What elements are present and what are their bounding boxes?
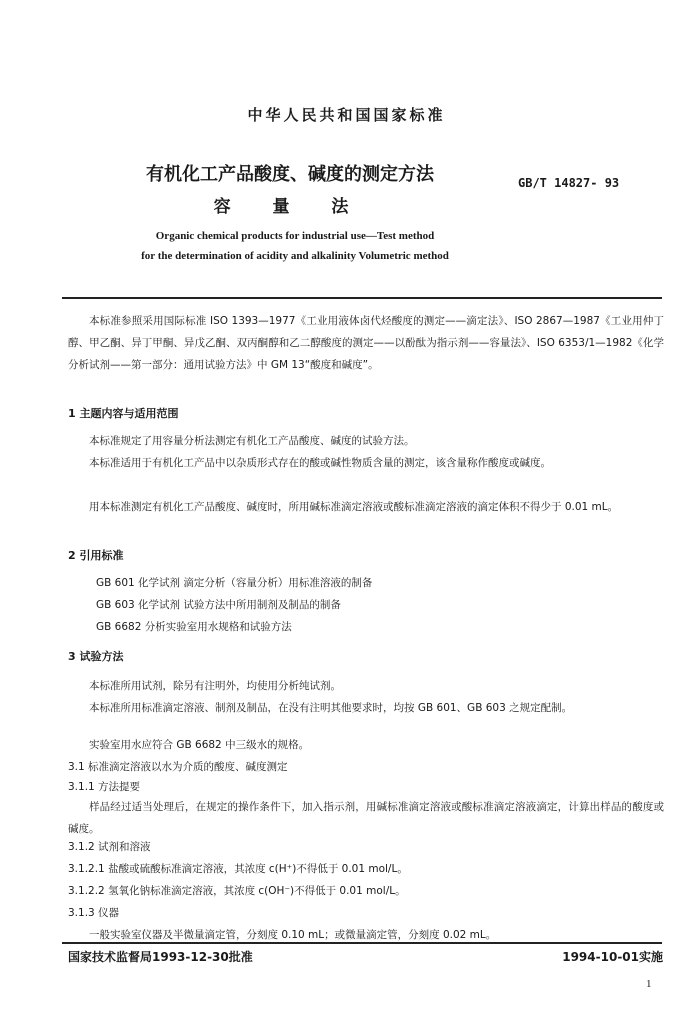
approval-date: 国家技术监督局1993-12-30批准 (68, 950, 253, 964)
section-1-heading: 1 主题内容与适用范围 (68, 407, 179, 420)
header-divider (62, 297, 662, 299)
document-title-en-line2: for the determination of acidity and alkalinity Volumetric method (141, 250, 449, 262)
subsection-3-1-3-text: 一般实验室仪器及半微量滴定管，分刻度 0.10 mL；或微量滴定管，分刻度 0.02 mL。 (89, 929, 497, 941)
section-1-paragraph-2: 本标准适用于有机化工产品中以杂质形式存在的酸或碱性物质含量的测定，该含量称作酸度或碱度。 (89, 457, 551, 469)
intro-paragraph: 本标准参照采用国际标准 ISO 1393—1977《工业用液体卤代烃酸度的测定——滴定法》、ISO 2867—1987《工业用仲丁醇、甲乙酮、异丁甲酮、异戊乙酮、双丙酮醇和乙二醇酸度的测定——以酚酞为指示剂——容量法》、ISO 6353/1—1982《化学分析试剂——第一部分：通用试验方法》中 GM 13“酸度和碱度”。 (68, 315, 664, 371)
subsection-3-1-2-heading: 3.1.2 试剂和溶液 (68, 841, 151, 853)
section-2-heading: 2 引用标准 (68, 549, 124, 562)
reference-item: GB 601 化学试剂 滴定分析（容量分析）用标准溶液的制备 (96, 577, 373, 589)
section-3-heading: 3 试验方法 (68, 650, 124, 663)
document-title-zh: 有机化工产品酸度、碱度的测定方法 (146, 164, 434, 185)
reference-item: GB 603 化学试剂 试验方法中所用制剂及制品的制备 (96, 599, 341, 611)
section-3-paragraph-2: 本标准所用标准滴定溶液、制剂及制品，在没有注明其他要求时，均按 GB 601、GB 603 之规定配制。 (89, 702, 573, 714)
document-subtitle-zh: 容 量 法 (213, 197, 367, 217)
standard-code: GB/T 14827- 93 (518, 176, 620, 190)
section-3-paragraph-3: 实验室用水应符合 GB 6682 中三级水的规格。 (89, 739, 310, 751)
section-3-paragraph-1: 本标准所用试剂，除另有注明外，均使用分析纯试剂。 (89, 680, 341, 692)
national-standard-header: 中华人民共和国国家标准 (247, 106, 446, 124)
subsection-3-1-2-2: 3.1.2.2 氢氧化钠标准滴定溶液，其浓度 c(OH⁻)不得低于 0.01 mol/L。 (68, 885, 406, 897)
page-number: 1 (646, 978, 652, 990)
reference-item: GB 6682 分析实验室用水规格和试验方法 (96, 621, 292, 633)
section-1-paragraph-3: 用本标准测定有机化工产品酸度、碱度时，所用碱标准滴定溶液或酸标准滴定溶液的滴定体积不得少于 0.01 mL。 (89, 501, 619, 513)
subsection-3-1-1-heading: 3.1.1 方法提要 (68, 781, 141, 793)
subsection-3-1-3-heading: 3.1.3 仪器 (68, 907, 120, 919)
implementation-date: 1994-10-01实施 (562, 950, 663, 964)
subsection-3-1-heading: 3.1 标准滴定溶液以水为介质的酸度、碱度测定 (68, 761, 288, 773)
subsection-3-1-2-1: 3.1.2.1 盐酸或硫酸标准滴定溶液，其浓度 c(H⁺)不得低于 0.01 mol/L。 (68, 863, 408, 875)
subsection-3-1-1-text: 样品经过适当处理后，在规定的操作条件下，加入指示剂，用碱标准滴定溶液或酸标准滴定溶液滴定，计算出样品的酸度或碱度。 (68, 801, 664, 835)
section-1-paragraph-1: 本标准规定了用容量分析法测定有机化工产品酸度、碱度的试验方法。 (89, 435, 415, 447)
document-title-en-line1: Organic chemical products for industrial use—Test method (155, 230, 435, 242)
